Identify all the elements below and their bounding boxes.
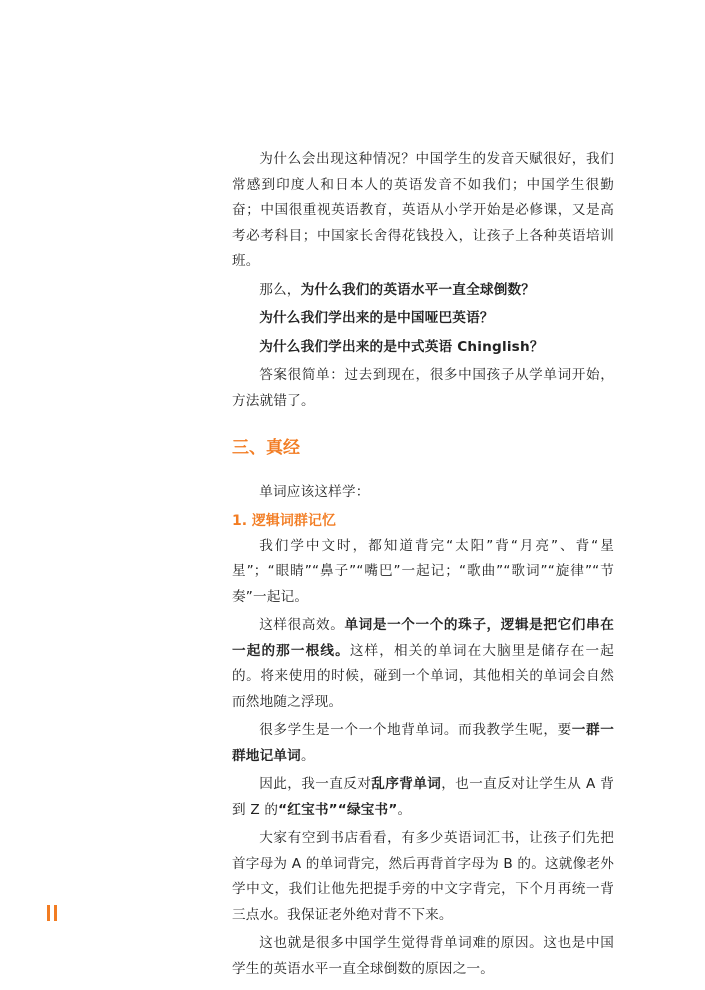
group-lead: 很多学生是一个一个地背单词。而我教学生呢，要 <box>259 722 572 738</box>
question-ranking-bold: 为什么我们的英语水平一直全球倒数？ <box>300 281 536 298</box>
paragraph-reasons: 为什么会出现这种情况？中国学生的发音天赋很好，我们常感到印度人和日本人的英语发音不如我们；中国学生很勤奋；中国很重视英语教育，英语从小学开始是必修课，又是高考必考科目；中国家长舍得花钱投入，让孩子上各种英语培训班。 <box>232 151 614 269</box>
paragraph-answer: 答案很简单：过去到现在，很多中国孩子从学单词开始，方法就错了。 <box>232 367 614 409</box>
paragraph-bookstore: 大家有空到书店看看，有多少英语词汇书，让孩子们先把首字母为 A 的单词背完，然后再背首字母为 B 的。这就像老外学中文，我们让他先把提手旁的中文字背完，下个月再统一背三点水。我保证老外绝对背不下来。 <box>232 830 614 923</box>
paragraph-group-memorize <box>232 718 614 769</box>
beads-bold: 单词是一个一个的珠子，逻辑是把它们串在一起的那一根线。 <box>232 617 614 659</box>
beads-rest: 这样，相关的单词在大脑里是储存在一起的。将来使用的时候，碰到一个单词，其他相关的单词会自然而然地随之浮现。 <box>232 642 614 710</box>
section-heading: 三、真经 <box>232 438 300 458</box>
page-marker-bar <box>47 905 50 921</box>
group-end: 。 <box>300 747 315 764</box>
page-marker-bar <box>54 905 57 921</box>
paragraph-question-ranking <box>232 278 614 304</box>
page-content <box>232 147 614 985</box>
beads-lead: 这样很高效。 <box>259 617 345 633</box>
paragraph-conclusion: 这也就是很多中国学生觉得背单词难的原因。这也是中国学生的英语水平一直全球倒数的原因之一。 <box>232 935 614 977</box>
paragraph-question-mute-english: 为什么我们学出来的是中国哑巴英语？ <box>259 310 494 326</box>
paragraph-intro: 单词应该这样学： <box>259 484 370 500</box>
paragraph-oppose-random <box>232 772 614 823</box>
oppose-random-bold: 乱序背单词 <box>371 776 442 792</box>
question-lead: 那么， <box>259 281 301 298</box>
group-bold: 一群一群地记单词 <box>232 722 614 764</box>
paragraph-chinese-example: 我们学中文时，都知道背完“太阳”背“月亮”、背“星星”；“眼睛”“鼻子”“嘴巴”一起记；“歌曲”“歌词”“旋律”“节奏”一起记。 <box>232 537 614 605</box>
sub-heading: 1. 逻辑词群记忆 <box>232 512 336 529</box>
oppose-lead: 因此，我一直反对 <box>259 776 372 792</box>
paragraph-question-chinglish: 为什么我们学出来的是中式英语 Chinglish？ <box>259 338 544 355</box>
oppose-mid: ，也一直反对让学生从 A 背到 Z 的 <box>232 776 614 818</box>
oppose-books-bold: “红宝书”“绿宝书” <box>278 801 398 818</box>
paragraph-beads-metaphor <box>232 613 614 715</box>
page-marker <box>47 905 57 921</box>
oppose-end: 。 <box>397 801 412 818</box>
